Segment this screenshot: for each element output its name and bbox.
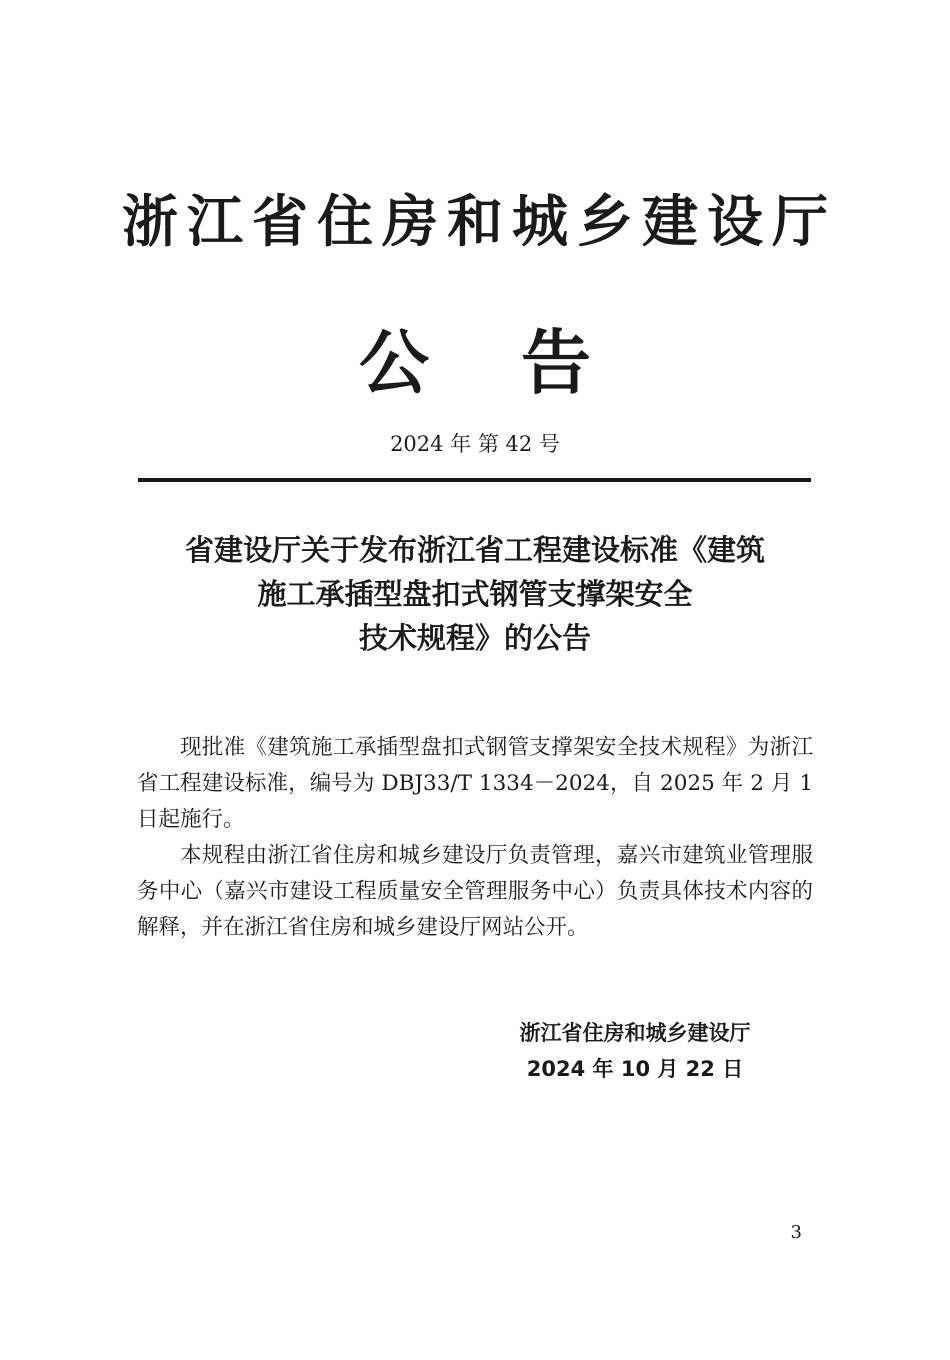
page-number: 3 — [790, 1222, 802, 1243]
document-type-char-1: 公 — [359, 322, 429, 404]
signature-date: 2024 年 10 月 22 日 — [526, 1057, 744, 1081]
body-paragraph-2: 本规程由浙江省住房和城乡建设厅负责管理，嘉兴市建筑业管理服务中心（嘉兴市建设工程质量安全管理服务中心）负责具体技术内容的解释，并在浙江省住房和城乡建设厅网站公开。 — [137, 843, 813, 940]
title-line-2: 施工承插型盘扣式钢管支撑架安全 — [257, 577, 693, 611]
header-divider — [138, 478, 811, 482]
signature-block — [440, 1015, 830, 1087]
title-line-1: 省建设厅关于发布浙江省工程建设标准《建筑 — [184, 533, 765, 567]
announcement-body — [137, 730, 813, 946]
body-paragraph-1: 现批准《建筑施工承插型盘扣式钢管支撑架安全技术规程》为浙江省工程建设标准，编号为 DBJ33/T 1334－2024，自 2025 年 2 月 1 日起施行。 — [137, 735, 813, 832]
document-type — [0, 318, 950, 408]
signature-issuer: 浙江省住房和城乡建设厅 — [519, 1021, 751, 1045]
title-line-3: 技术规程》的公告 — [358, 621, 591, 655]
document-number: 2024 年 第 42 号 — [390, 432, 560, 456]
issuing-agency: 浙江省住房和城乡建设厅 — [122, 190, 837, 255]
document-type-char-2: 告 — [521, 322, 591, 404]
announcement-title — [90, 528, 860, 660]
